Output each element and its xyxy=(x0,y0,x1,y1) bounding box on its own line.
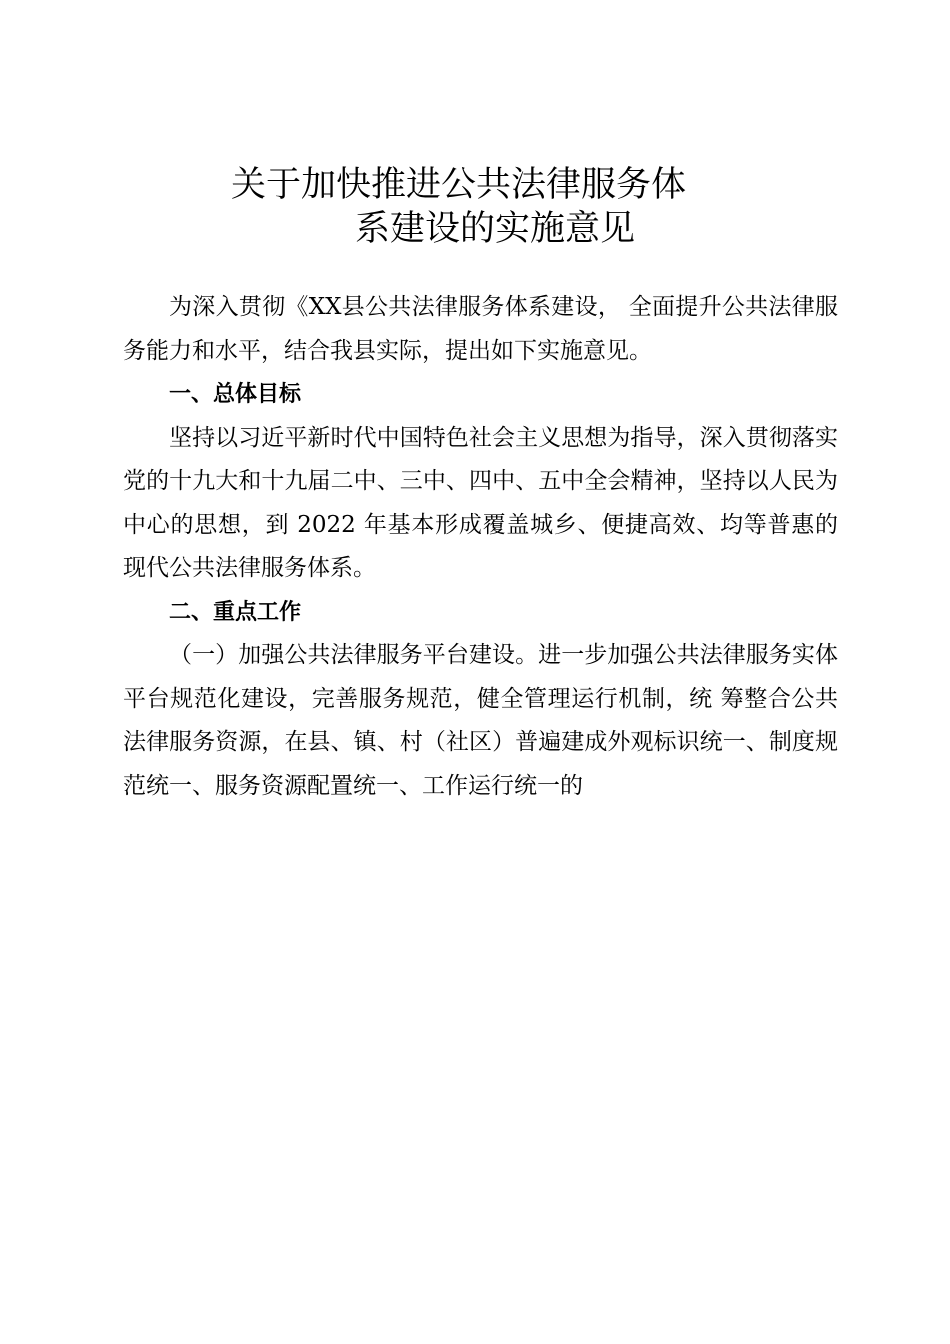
document-title-line-1: 关于加快推进公共法律服务体 xyxy=(231,165,687,205)
intro-paragraph: 为深入贯彻《XX县公共法律服务体系建设， 全面提升公共法律服务能力和水平，结合我县实际，提出如下实施意见。 xyxy=(123,294,838,364)
overall-goal-paragraph: 坚持以习近平新时代中国特色社会主义思想为指导，深入贯彻落实党的十九大和十九届二中、三中、四中、五中全会精神，坚持以人民为中心的思想，到 2022 年基本形成覆盖城乡、便捷高效、均等普惠的现代公共法律服务体系。 xyxy=(123,424,838,581)
document-title-line-2: 系建设的实施意见 xyxy=(355,209,636,249)
section-heading-overall-goal: 一、总体目标 xyxy=(169,382,302,407)
document-body xyxy=(123,286,838,808)
key-work-item-1-paragraph: （一）加强公共法律服务平台建设。进一步加强公共法律服务实体平台规范化建设，完善服务规范，健全管理运行机制，统 筹整合公共法律服务资源，在县、镇、村（社区）普遍建成外观标识统一、制度规范统一、服务资源配置统一、工作运行统一的 xyxy=(123,642,838,799)
section-heading-key-work: 二、重点工作 xyxy=(169,599,302,625)
